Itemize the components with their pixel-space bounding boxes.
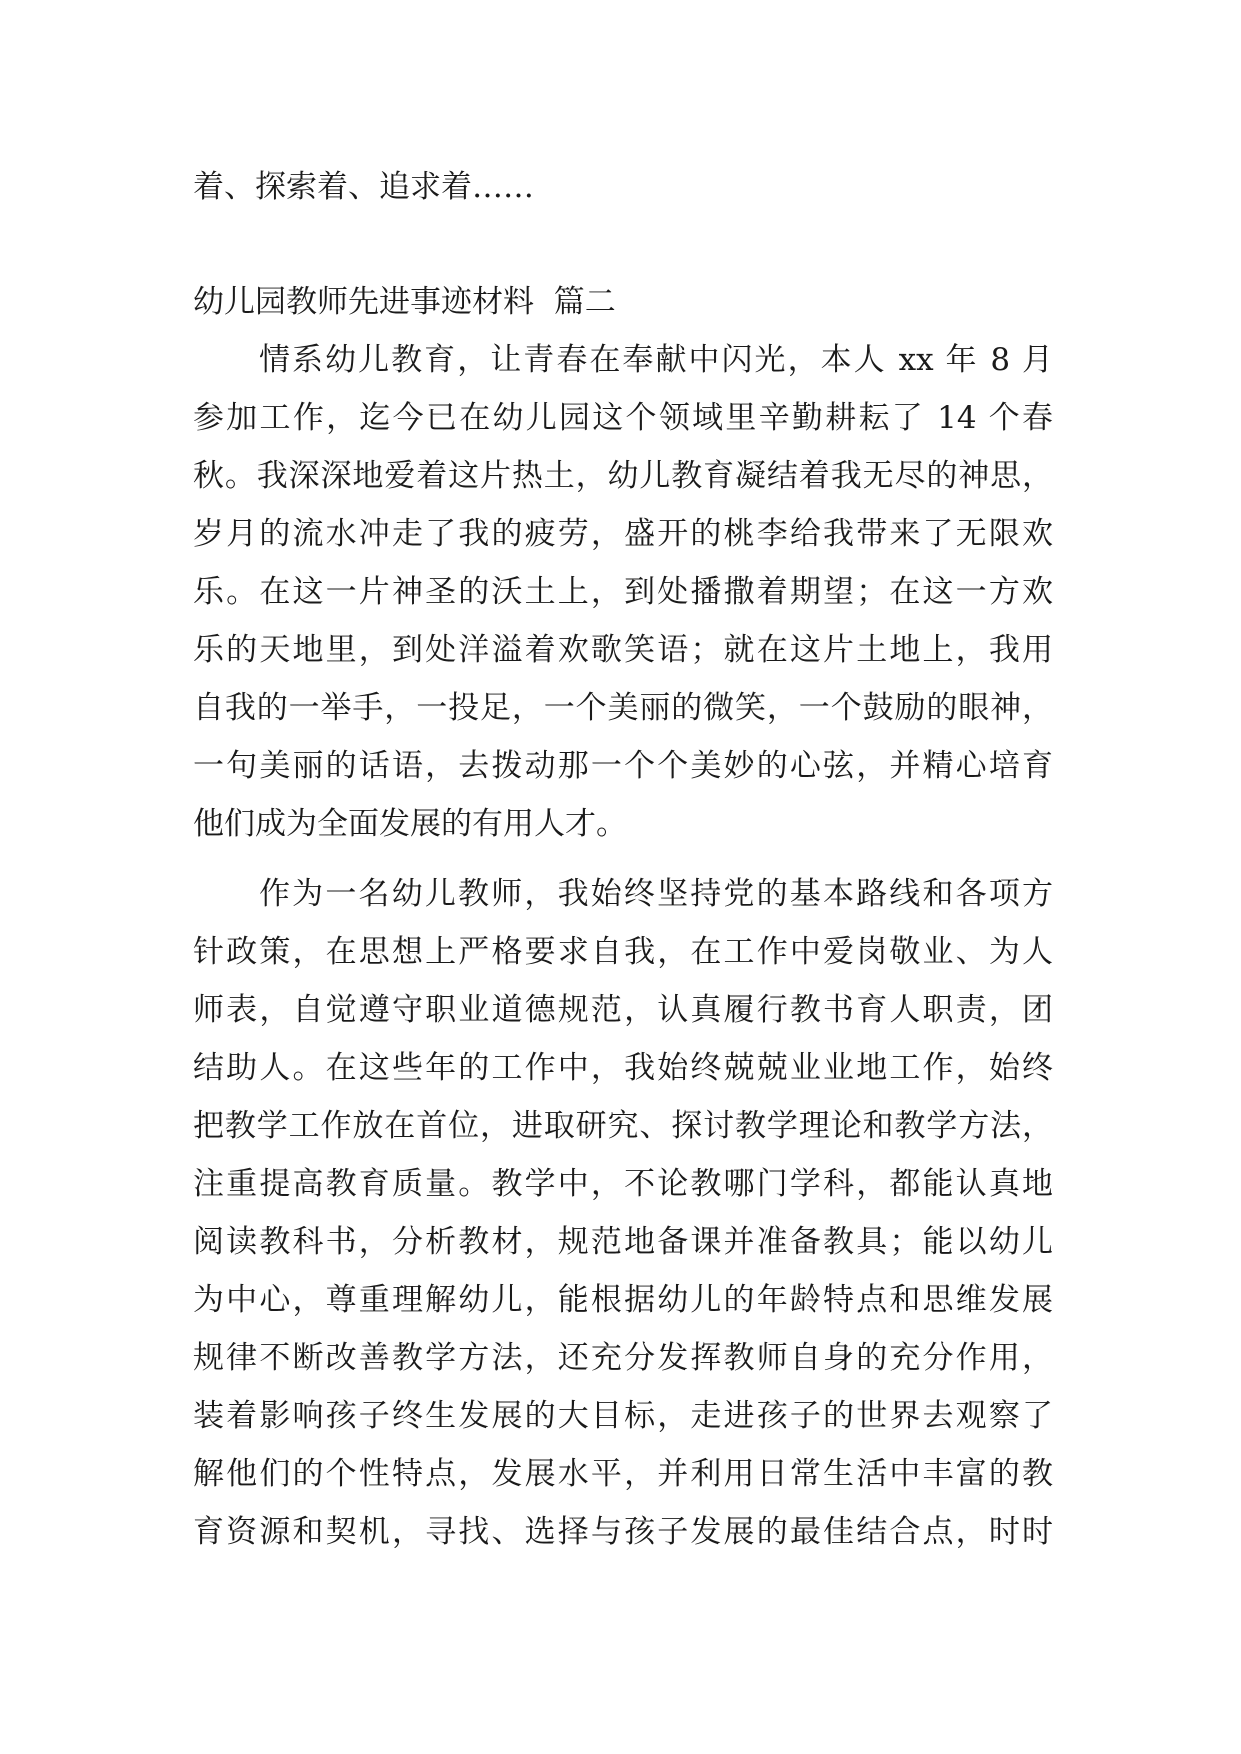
paragraph-line: 作为一名幼儿教师，我始终坚持党的基本路线和各项方: [259, 876, 1053, 912]
paragraph-line: 岁月的流水冲走了我的疲劳，盛开的桃李给我带来了无限欢: [193, 516, 1053, 552]
paragraph-line: 为中心，尊重理解幼儿，能根据幼儿的年龄特点和思维发展: [193, 1282, 1053, 1318]
paragraph-line: 自我的一举手，一投足，一个美丽的微笑，一个鼓励的眼神，: [193, 690, 1053, 726]
paragraph-line: 阅读教科书，分析教材，规范地备课并准备教具；能以幼儿: [193, 1224, 1053, 1260]
paragraph-line: 参加工作，迄今已在幼儿园这个领域里辛勤耕耘了 14 个春: [193, 400, 1053, 436]
document-body: [193, 158, 1053, 1561]
paragraph-1: [193, 331, 1053, 853]
paragraph-line: 规律不断改善教学方法，还充分发挥教师自身的充分作用，: [193, 1340, 1053, 1376]
paragraph-line: 结助人。在这些年的工作中，我始终兢兢业业地工作，始终: [193, 1050, 1053, 1086]
paragraph-line: 乐的天地里，到处洋溢着欢歌笑语；就在这片土地上，我用: [193, 632, 1053, 668]
paragraph-line: 秋。我深深地爱着这片热土，幼儿教育凝结着我无尽的神思，: [193, 458, 1053, 494]
paragraph-line: 把教学工作放在首位，进取研究、探讨教学理论和教学方法，: [193, 1108, 1053, 1144]
paragraph-line: 乐。在这一片神圣的沃土上，到处播撒着期望；在这一方欢: [193, 574, 1053, 610]
paragraph-line: 育资源和契机，寻找、选择与孩子发展的最佳结合点，时时: [193, 1514, 1053, 1550]
paragraph-line: 解他们的个性特点，发展水平，并利用日常生活中丰富的教: [193, 1456, 1053, 1492]
paragraph-line: 装着影响孩子终生发展的大目标，走进孩子的世界去观察了: [193, 1398, 1053, 1434]
paragraph-line: 情系幼儿教育，让青春在奉献中闪光，本人 xx 年 8 月: [259, 342, 1053, 378]
paragraph-line: 针政策，在思想上严格要求自我，在工作中爱岗敬业、为人: [193, 934, 1053, 970]
paragraph-line: 注重提高教育质量。教学中，不论教哪门学科，都能认真地: [193, 1166, 1053, 1202]
intro-line: 着、探索着、追求着……: [193, 169, 534, 205]
paragraph-2: [193, 865, 1053, 1561]
section-heading: 幼儿园教师先进事迹材料 篇二: [193, 284, 616, 320]
paragraph-line: 师表，自觉遵守职业道德规范，认真履行教书育人职责，团: [193, 992, 1053, 1028]
paragraph-line: 他们成为全面发展的有用人才。: [193, 806, 627, 842]
paragraph-line: 一句美丽的话语，去拨动那一个个美妙的心弦，并精心培育: [193, 748, 1053, 784]
